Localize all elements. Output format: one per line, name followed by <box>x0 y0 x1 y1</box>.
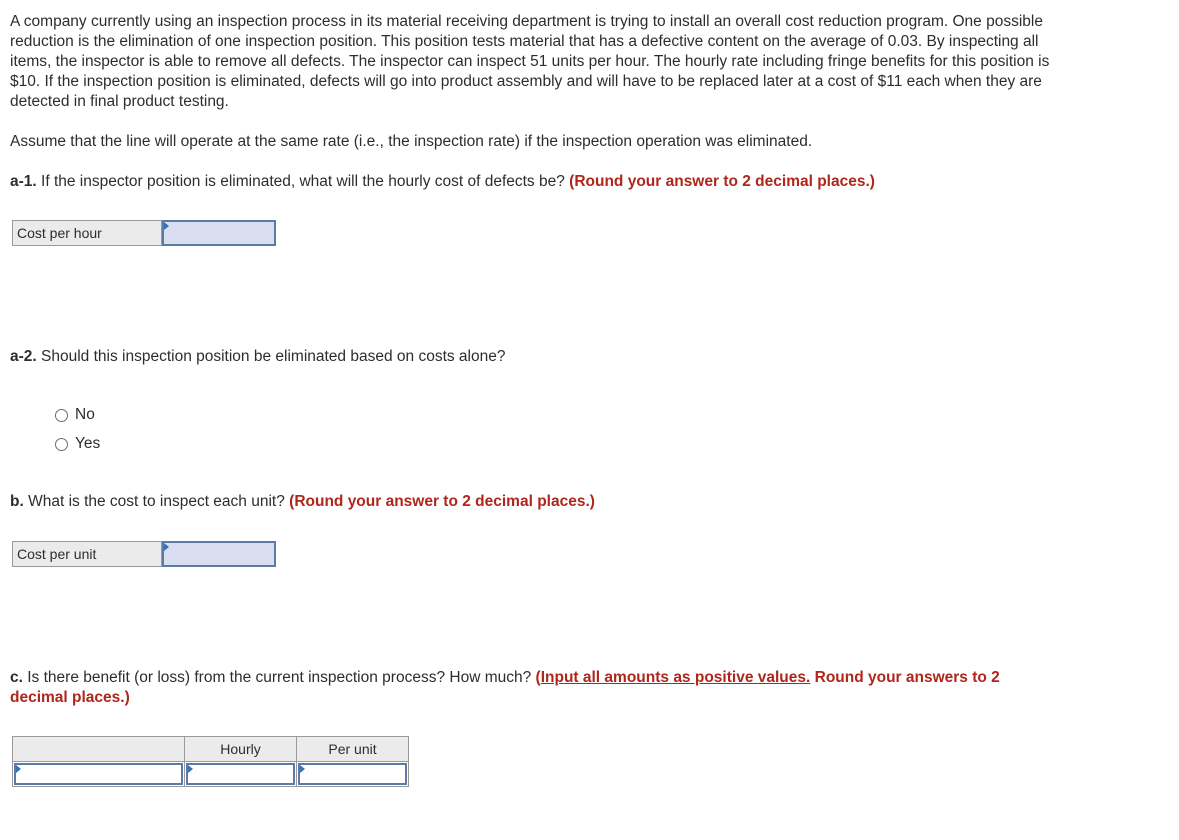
instruction-open-paren: ( <box>535 669 541 686</box>
input-marker-icon <box>164 222 169 230</box>
radio-circle-icon[interactable] <box>55 409 68 422</box>
per-unit-input[interactable] <box>297 762 409 787</box>
cost-per-hour-label: Cost per hour <box>12 220 162 246</box>
instruction-underlined: Input all amounts as positive values. <box>540 669 811 686</box>
question-c-label: c. <box>10 669 23 686</box>
cost-per-hour-row <box>12 220 276 246</box>
question-c-text: Is there benefit (or loss) from the current inspection process? How much? <box>22 669 536 686</box>
question-a2 <box>10 347 1070 367</box>
cost-per-unit-input[interactable] <box>162 541 276 567</box>
problem-statement: A company currently using an inspection process in its material receiving department is trying to install an overall cost reduction program. One possible reduction is the elimination of one inspection position. This position tests material that has a defective content on the average of 0.03. By inspecting all items, the inspector is able to remove all defects. The inspector can inspect 51 units per hour. The hourly rate including fringe benefits for this position is $10. If the inspection position is eliminated, defects will go into product assembly and will have to be replaced later at a cost of $11 each when they are detected in final product testing. <box>10 13 1050 110</box>
question-b-text: What is the cost to inspect each unit? <box>23 493 290 510</box>
input-marker-icon <box>188 765 193 773</box>
question-a2-text: Should this inspection position be eliminated based on costs alone? <box>36 348 506 365</box>
question-a1 <box>10 172 1070 192</box>
benefit-or-loss-select[interactable] <box>13 762 185 787</box>
benefit-table <box>12 736 409 787</box>
question-b-label: b. <box>10 493 24 510</box>
table-row <box>13 762 409 787</box>
question-a1-text: If the inspector position is eliminated, what will the hourly cost of defects be? <box>36 173 570 190</box>
question-a1-label: a-1. <box>10 173 37 190</box>
input-marker-icon <box>300 765 305 773</box>
instruction-rest: Round your answers to 2 decimal places.) <box>10 669 1000 706</box>
question-b <box>10 492 1070 512</box>
table-header-per-unit: Per unit <box>297 737 409 762</box>
input-marker-icon <box>16 765 21 773</box>
table-header-hourly: Hourly <box>185 737 297 762</box>
input-marker-icon <box>164 543 169 551</box>
radio-circle-icon[interactable] <box>55 438 68 451</box>
question-a2-label: a-2. <box>10 348 37 365</box>
cost-per-hour-input[interactable] <box>162 220 276 246</box>
radio-option-no-label: No <box>75 406 95 423</box>
cost-per-unit-row <box>12 541 276 567</box>
hourly-input[interactable] <box>185 762 297 787</box>
question-a1-instruction: (Round your answer to 2 decimal places.) <box>569 173 875 190</box>
question-c <box>10 668 1010 708</box>
cost-per-unit-label: Cost per unit <box>12 541 162 567</box>
table-header-blank <box>13 737 185 762</box>
radio-option-yes[interactable] <box>55 434 100 454</box>
radio-option-no[interactable] <box>55 405 95 425</box>
radio-option-yes-label: Yes <box>75 435 101 452</box>
question-b-instruction: (Round your answer to 2 decimal places.) <box>289 493 595 510</box>
assumption-text: Assume that the line will operate at the same rate (i.e., the inspection rate) if the inspection operation was eliminated. <box>10 133 813 150</box>
table-header-row <box>13 737 409 762</box>
